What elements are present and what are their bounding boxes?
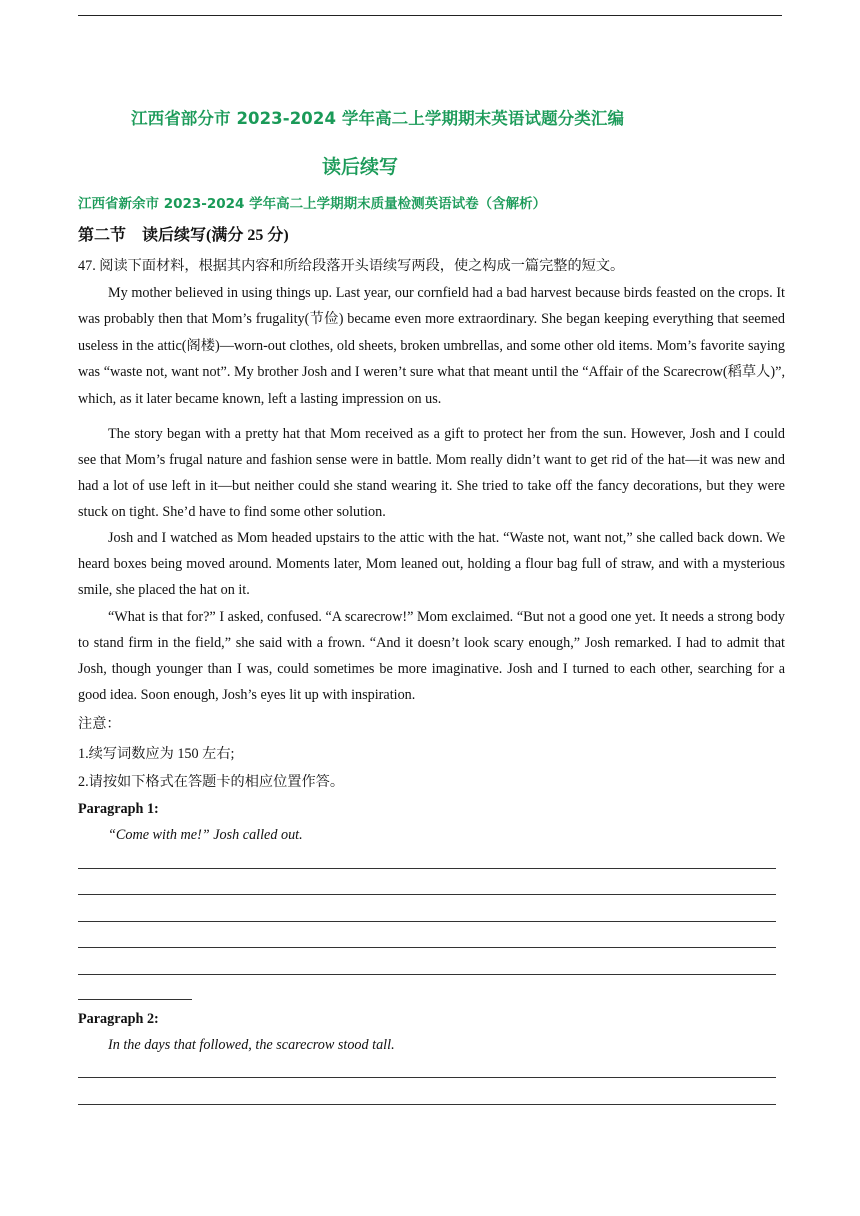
paragraph1-opening: “Come with me!” Josh called out. bbox=[108, 827, 303, 843]
paragraph2-opening: In the days that followed, the scarecrow stood tall. bbox=[108, 1037, 395, 1053]
notes-label: 注意： bbox=[78, 716, 121, 732]
source-line: 江西省新余市 2023-2024 学年高二上学期期末质量检测英语试卷（含解析） bbox=[78, 196, 547, 212]
note-item: 2.请按如下格式在答题卡的相应位置作答。 bbox=[78, 774, 345, 790]
question-prompt: 47. 阅读下面材料，根据其内容和所给段落开头语续写两段，使之构成一篇完整的短文。 bbox=[78, 258, 625, 274]
passage-paragraph-1: My mother believed in using things up. Last year, our cornfield had a bad harvest because birds feasted on the crops. It was probably then that Mom’s frugality(节俭) became even more extraordinary. She began keeping everything that seemed useless in the attic(阁楼)—worn-out clothes, old sheets, broken umbrellas, and some other old items. Mom’s favorite saying was “waste not, want not”. My brother Josh and I weren’t sure what that meant until the “Affair of the Scarecrow(稻草人)”, which, as it later became known, left a lasting impression on us. bbox=[78, 285, 785, 407]
answer-line bbox=[78, 868, 776, 869]
answer-line bbox=[78, 947, 776, 948]
section-title: 读后续写(满分 25 分) bbox=[142, 227, 289, 244]
answer-line bbox=[78, 999, 192, 1000]
answer-line bbox=[78, 894, 776, 895]
answer-line bbox=[78, 921, 776, 922]
header-rule bbox=[78, 15, 782, 16]
section-heading bbox=[78, 222, 289, 245]
section-name: 第二节 bbox=[78, 227, 127, 244]
passage-paragraph-4: “What is that for?” I asked, confused. “A scarecrow!” Mom exclaimed. “But not a good one yet. It needs a strong body to stand firm in the field,” she said with a frown. “And it doesn’t look scary enough,” Josh remarked. I had to admit that Josh, though younger than I was, could sometimes be more imaginative. Josh and I turned to each other, searching for a good idea. Soon enough, Josh’s eyes lit up with inspiration. bbox=[78, 609, 785, 704]
answer-line bbox=[78, 1104, 776, 1105]
passage-paragraph-2: The story began with a pretty hat that Mom received as a gift to protect her from the sun. However, Josh and I could see that Mom’s frugal nature and fashion sense were in battle. Mom really didn’t want to get rid of the hat—it was new and had a lot of use left in it—but neither could she stand wearing it. She tried to take off the fancy decorations, but they were stuck on tight. She’d have to find some other solution. bbox=[78, 426, 785, 521]
answer-line bbox=[78, 974, 776, 975]
answer-line bbox=[78, 1077, 776, 1078]
paragraph2-label: Paragraph 2: bbox=[78, 1011, 159, 1027]
passage-paragraph-3: Josh and I watched as Mom headed upstairs to the attic with the hat. “Waste not, want not,” she called back down. We heard boxes being moved around. Moments later, Mom leaned out, holding a flour bag full of straw, and with a mysterious smile, she placed the hat on it. bbox=[78, 530, 785, 599]
document-subtitle: 读后续写 bbox=[322, 156, 399, 178]
paragraph1-label: Paragraph 1: bbox=[78, 801, 159, 817]
note-item: 1.续写词数应为 150 左右; bbox=[78, 746, 235, 762]
document-title: 江西省部分市 2023-2024 学年高二上学期期末英语试题分类汇编 bbox=[131, 109, 625, 128]
